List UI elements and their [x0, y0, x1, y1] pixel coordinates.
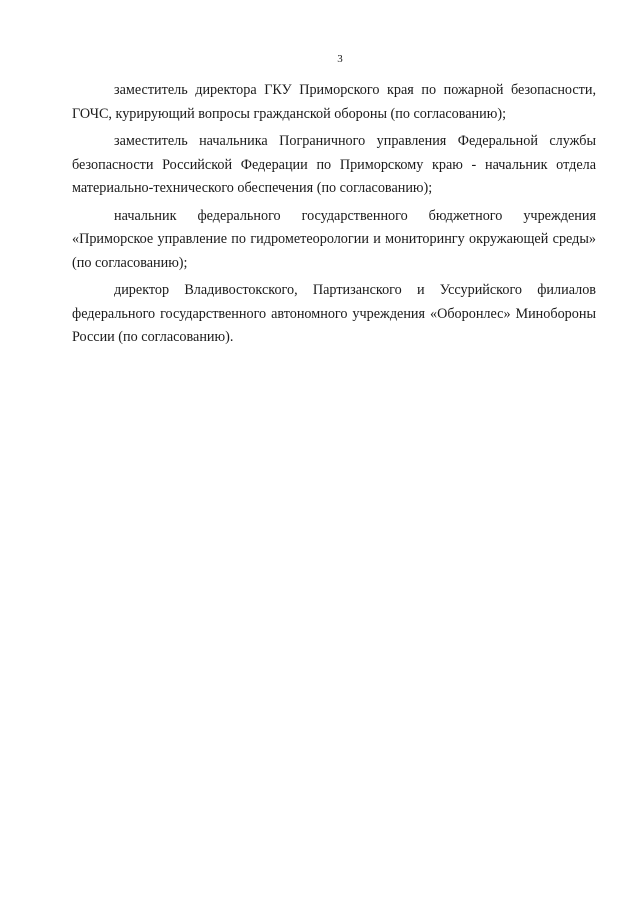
paragraph-director-oboronles: директор Владивостокского, Партизанского и Уссурийского филиалов федерального государственного автономного учреждения «Оборонлес» Минобороны России (по согласованию). — [72, 282, 596, 345]
page-number: 3 — [337, 53, 343, 65]
paragraph-deputy-director-gku: заместитель директора ГКУ Приморского края по пожарной безопасности, ГОЧС, курирующий вопросы гражданской обороны (по согласованию); — [72, 82, 596, 122]
document-body — [72, 79, 596, 354]
paragraph-head-hydromet: начальник федерального государственного бюджетного учреждения «Приморское управление по гидрометеорологии и мониторингу окружающей среды» (по согласованию); — [72, 207, 596, 271]
paragraph-deputy-head-border-directorate: заместитель начальника Пограничного управления Федеральной службы безопасности Российской Федерации по Приморскому краю - начальник отдела материально-технического обеспечения (по согласованию); — [72, 133, 596, 196]
